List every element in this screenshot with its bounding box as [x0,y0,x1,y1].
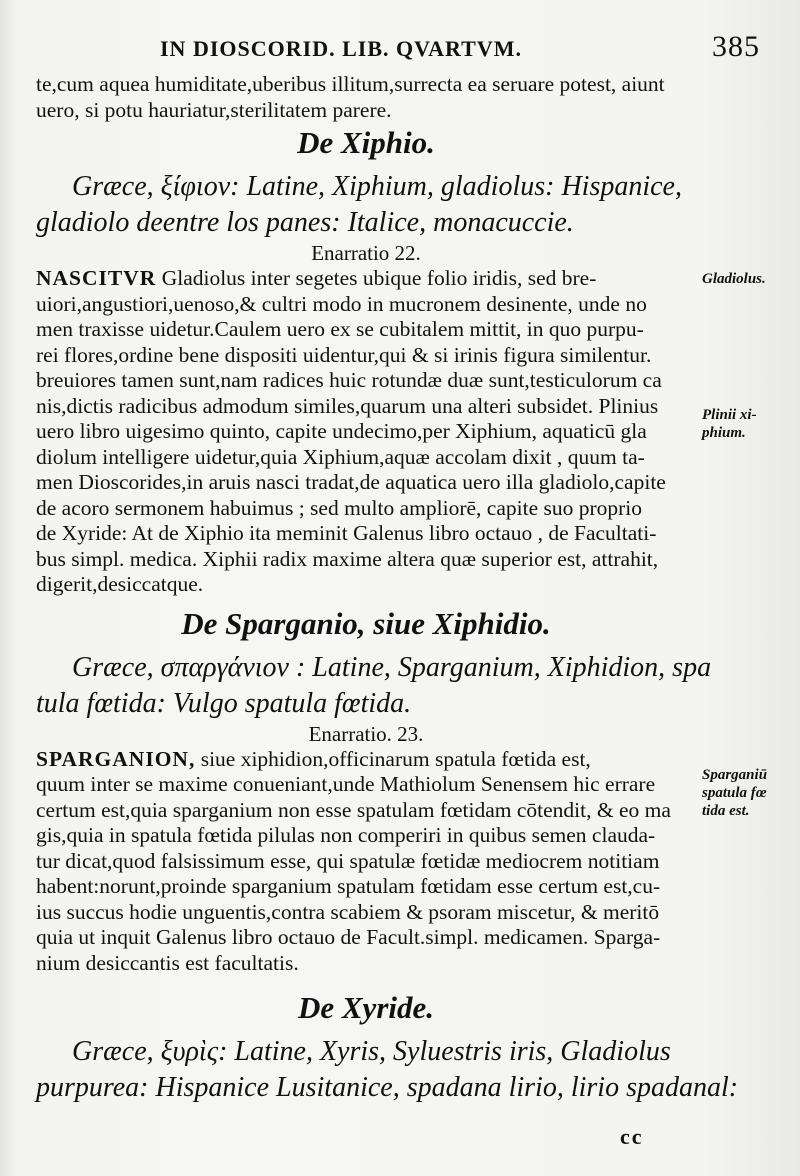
first-word: NASCITVR [36,266,157,290]
section-title-sparganio: De Sparganio, siue Xiphidio. [181,605,551,641]
text-line: men traxisse uidetur.Caulem uero ex se cubitalem mittit, in quo purpu- [36,317,644,341]
margin-note-sparganium: Sparganiū spatula fœ tida est. [702,767,768,819]
margin-note-gladiolus: Gladiolus. [702,271,766,287]
text-line: men Dioscorides,in aruis nasci tradat,de aquatica uero illa gladiolo,capite [36,470,666,494]
text-line: uero, si potu hauriatur,sterilitatem parere. [36,97,392,122]
synonym-line: tula fœtida: Vulgo spatula fœtida. [36,687,412,719]
text-line: gis,quia in spatula fœtida pilulas non comperiri in quibus semen clauda- [36,823,656,847]
text-line: habent:norunt,proinde sparganium spatulam fœtidam esse certum est,cu- [36,874,661,898]
text-line: de acoro sermonem habuimus ; sed multo ampliorē, capite suo proprio [36,495,643,520]
text-line: certum est,quia sparganium non esse spatulam fœtidam cōtendit, & eo ma [36,797,671,822]
synonym-line: purpurea: Hispanice Lusitanice, spadana lirio, lirio spadanal: [36,1072,739,1103]
margin-note-plinii: Plinii xi- phium. [702,407,757,441]
page-number: 385 [712,30,760,63]
first-word: SPARGANION, [36,746,196,771]
synonym-line: Græce, σπαργάνιον : Latine, Sparganium, Xiphidion, spa [72,651,712,683]
synonym-line: gladiolo deentre los panes: Italice, monacuccie. [36,207,574,238]
section-title-xiphio: De Xiphio. [297,125,435,160]
synonym-line: Græce, ξίφιον: Latine, Xiphium, gladiolus: Hispanice, [72,171,682,202]
text-line: diolum intelligere uidetur,quia Xiphium,aquæ accolam dixit , quum ta- [36,444,645,469]
text-line: NASCITVR Gladiolus inter segetes ubique folio iridis, sed bre- [36,266,597,290]
running-title: IN DIOSCORID. LIB. QVARTVM. [160,36,522,61]
text-line: breuiores tamen sunt,nam radices huic rotundæ duæ sunt,testiculorum ca [36,368,662,392]
text-line: ius succus hodie unguentis,contra scabiem & psoram miscetur, & meritō [36,899,660,924]
enarratio-label: Enarratio. 23. [308,721,424,746]
synonym-line: Græce, ξυρὶς: Latine, Xyris, Syluestris iris, Gladiolus [72,1036,671,1067]
text-line: quia ut inquit Galenus libro octauo de Facult.simpl. medicamen. Sparga- [36,925,661,949]
text-line: quum inter se maxime conueniant,unde Mathiolum Senensem hic errare [36,772,656,796]
text-line: nis,dictis radicibus admodum similes,quarum una alteri subsidet. Plinius [36,393,659,418]
text-line: uero libro uigesimo quinto, capite undecimo,per Xiphium, aquaticū gla [36,419,647,443]
text-line: de Xyride: At de Xiphio ita meminit Galenus libro octauo , de Facultati- [36,521,657,545]
text-line: tur dicat,quod falsissimum esse, qui spatulæ fœtidæ mediocrem notitiam [36,848,660,873]
section-title-xyride: De Xyride. [297,990,435,1025]
text-line: rei flores,ordine bene dispositi uidentur,qui & si irinis figura similentur. [36,342,652,367]
text-line: digerit,desiccatque. [36,572,204,596]
text-line: bus simpl. medica. Xiphii radix maxime altera quæ superior est, attrahit, [36,546,659,571]
page-header [160,30,760,66]
signature-mark: cc [620,1124,644,1149]
text-line: uiori,angustiori,uenoso,& cultri modo in mucronem desinente, unde no [36,291,647,316]
text-line: te,cum aquea humiditate,uberibus illitum,surrecta ea seruare potest, aiunt [36,72,665,96]
text-line: SPARGANION, siue xiphidion,officinarum spatula fœtida est, [36,746,591,771]
enarratio-label: Enarratio 22. [311,241,421,265]
text-line: nium desiccantis est facultatis. [36,950,299,975]
